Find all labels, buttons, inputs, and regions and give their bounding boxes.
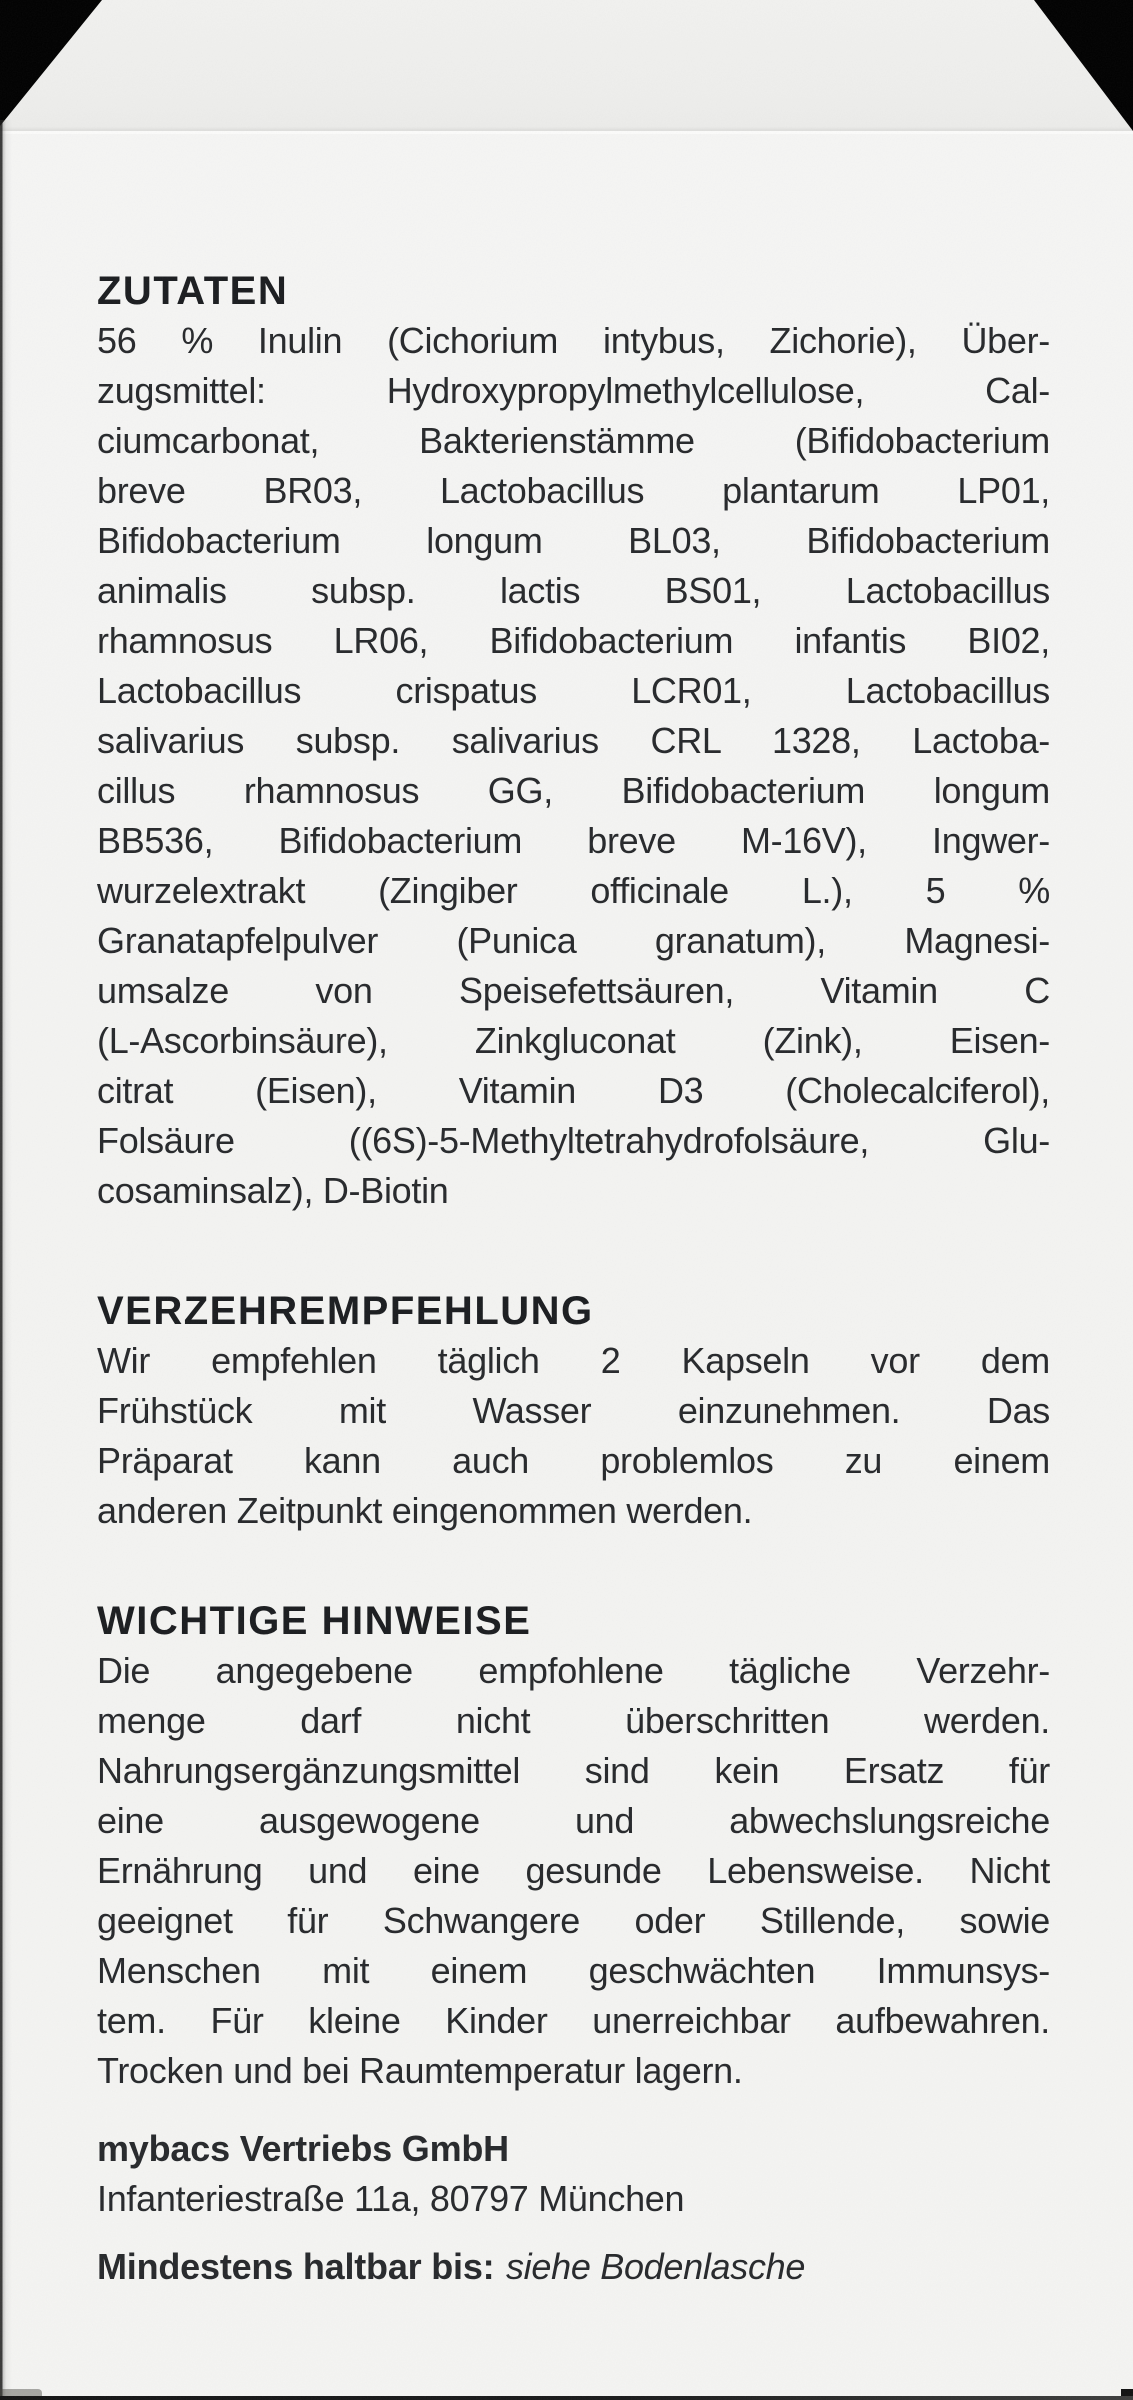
- ingredients-line: Bifidobacterium longum BL03, Bifidobacterium: [97, 520, 1050, 561]
- dosage-heading: VERZEHREMPFEHLUNG: [97, 1289, 594, 1333]
- warnings-line: Ernährung und eine gesunde Lebensweise. Nicht: [97, 1850, 1050, 1891]
- ingredients-line: Granatapfelpulver (Punica granatum), Magnesi-: [97, 920, 1050, 961]
- warnings-line: Trocken und bei Raumtemperatur lagern.: [97, 2050, 743, 2091]
- ingredients-heading: ZUTATEN: [97, 269, 289, 313]
- best-before-label: Mindestens haltbar bis:: [97, 2246, 495, 2287]
- ingredients-line: animalis subsp. lactis BS01, Lactobacillus: [97, 570, 1050, 611]
- warnings-line: Menschen mit einem geschwächten Immunsys-: [97, 1950, 1050, 1991]
- warnings-heading: WICHTIGE HINWEISE: [97, 1599, 532, 1643]
- manufacturer-address: Infanteriestraße 11a, 80797 München: [97, 2178, 685, 2219]
- ingredients-line: salivarius subsp. salivarius CRL 1328, Lactoba-: [97, 720, 1050, 761]
- ingredients-line: cosaminsalz), D-Biotin: [97, 1170, 449, 1211]
- ingredients-line: ciumcarbonat, Bakterienstämme (Bifidobacterium: [97, 420, 1050, 461]
- ingredients-line: 56 % Inulin (Cichorium intybus, Zichorie), Über-: [97, 320, 1050, 361]
- dosage-line: Frühstück mit Wasser einzunehmen. Das: [97, 1390, 1050, 1431]
- manufacturer-block: [97, 2124, 1050, 2224]
- section-dosage: [97, 1286, 1050, 1536]
- manufacturer-name: mybacs Vertriebs GmbH: [97, 2128, 509, 2169]
- box-bottom-edge: [0, 2396, 1133, 2400]
- section-warnings: [97, 1596, 1050, 2096]
- ingredients-line: (L-Ascorbinsäure), Zinkgluconat (Zink), Eisen-: [97, 1020, 1050, 1061]
- warnings-line: Nahrungsergänzungsmittel sind kein Ersatz für: [97, 1750, 1050, 1791]
- ingredients-line: umsalze von Speisefettsäuren, Vitamin C: [97, 970, 1050, 1011]
- ingredients-line: wurzelextrakt (Zingiber officinale L.), 5 %: [97, 870, 1050, 911]
- ingredients-line: Lactobacillus crispatus LCR01, Lactobacillus: [97, 670, 1050, 711]
- warnings-line: tem. Für kleine Kinder unerreichbar aufbewahren.: [97, 2000, 1050, 2041]
- ingredients-line: breve BR03, Lactobacillus plantarum LP01,: [97, 470, 1050, 511]
- warnings-line: eine ausgewogene und abwechslungsreiche: [97, 1800, 1050, 1841]
- dosage-line: Präparat kann auch problemlos zu einem: [97, 1440, 1050, 1481]
- ingredients-line: rhamnosus LR06, Bifidobacterium infantis BI02,: [97, 620, 1050, 661]
- ingredients-line: Folsäure ((6S)-5-Methyltetrahydrofolsäure, Glu-: [97, 1120, 1050, 1161]
- box-left-edge-shadow: [0, 120, 12, 2400]
- best-before-value: siehe Bodenlasche: [505, 2246, 806, 2287]
- warnings-line: menge darf nicht überschritten werden.: [97, 1700, 1050, 1741]
- ingredients-line: cillus rhamnosus GG, Bifidobacterium longum: [97, 770, 1050, 811]
- ingredients-line: citrat (Eisen), Vitamin D3 (Cholecalciferol),: [97, 1070, 1050, 1111]
- best-before-line: [97, 2242, 1050, 2292]
- ingredients-line: zugsmittel: Hydroxypropylmethylcellulose, Cal-: [97, 370, 1050, 411]
- dosage-line: Wir empfehlen täglich 2 Kapseln vor dem: [97, 1340, 1050, 1381]
- dosage-line: anderen Zeitpunkt eingenommen werden.: [97, 1490, 753, 1531]
- warnings-line: Die angegebene empfohlene tägliche Verzehr-: [97, 1650, 1050, 1691]
- warnings-line: geeignet für Schwangere oder Stillende, sowie: [97, 1900, 1050, 1941]
- section-ingredients: [97, 266, 1050, 1216]
- ingredients-line: BB536, Bifidobacterium breve M-16V), Ingwer-: [97, 820, 1050, 861]
